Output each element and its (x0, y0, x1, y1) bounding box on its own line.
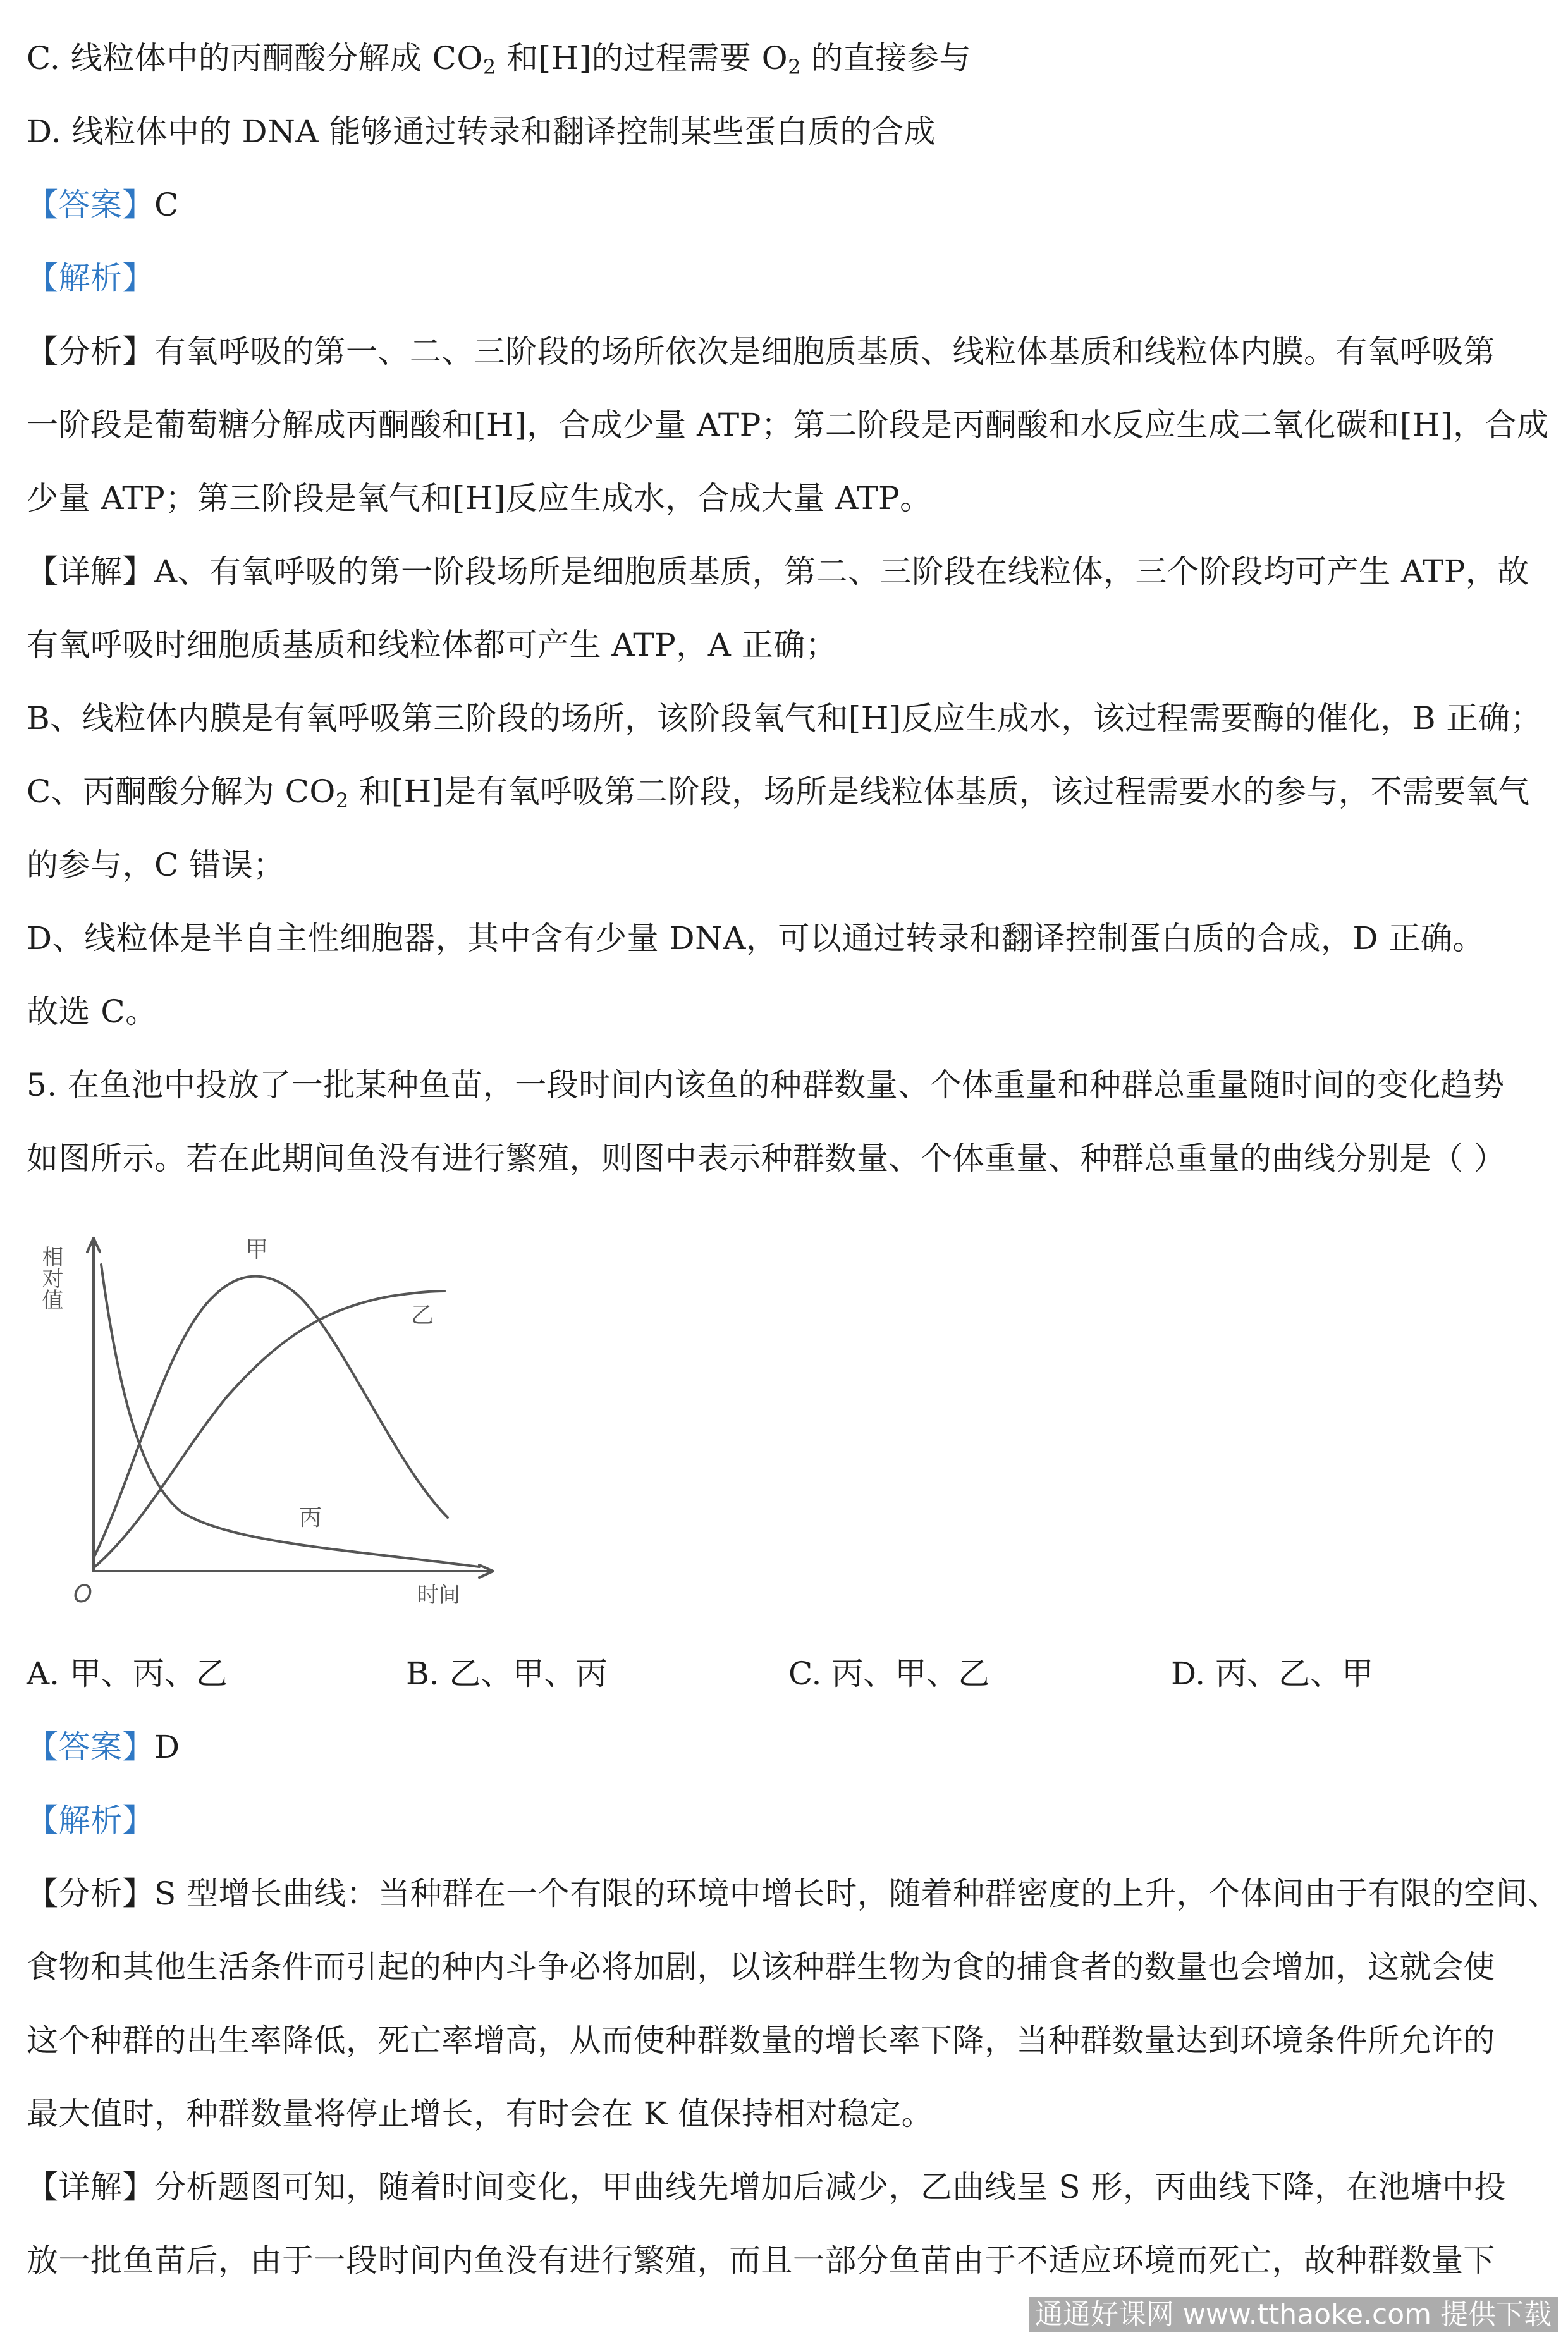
q5-figure (24, 1220, 505, 1612)
q4-answer: 【答案】C (27, 187, 179, 223)
q4-xiangjie-line-1: 【详解】A、有氧呼吸的第一阶段场所是细胞质基质，第二、三阶段在线粒体，三个阶段均可产生 ATP，故 (27, 553, 1529, 590)
curve-jia (95, 1277, 448, 1555)
q4-fenxi-line-3: 少量 ATP；第三阶段是氧气和[H]反应生成水，合成大量 ATP。 (27, 480, 932, 517)
q5-option-d: D. 丙、乙、甲 (1171, 1655, 1374, 1692)
q5-fenxi-line-4: 最大值时，种群数量将停止增长，有时会在 K 值保持相对稳定。 (27, 2095, 934, 2132)
answer-tag: 【答案】 (27, 187, 154, 223)
q5-stem-line-2: 如图所示。若在此期间鱼没有进行繁殖，则图中表示种群数量、个体重量、种群总重量的曲线分别是（ ） (27, 1140, 1506, 1177)
q5-option-c: C. 丙、甲、乙 (788, 1655, 990, 1692)
q4-fenxi-line-2: 一阶段是葡萄糖分解成丙酮酸和[H]，合成少量 ATP；第二阶段是丙酮酸和水反应生成二氧化碳和[H]，合成 (27, 407, 1549, 443)
q4-option-d: D. 线粒体中的 DNA 能够通过转录和翻译控制某些蛋白质的合成 (27, 113, 936, 150)
curve-bing-label: 丙 (299, 1505, 322, 1531)
q5-fenxi-line-1: 【分析】S 型增长曲线：当种群在一个有限的环境中增长时，随着种群密度的上升，个体间由于有限的空间、 (27, 1875, 1560, 1912)
q4-conclusion: 故选 C。 (27, 993, 157, 1030)
answer-tag: 【答案】 (27, 1729, 154, 1765)
q4-xiangjie-line-c: C、丙酮酸分解为 $CO_2$ 和[H]是有氧呼吸第二阶段，场所是线粒体基质，该过程需要水的参与，不需要氧气 (27, 773, 1530, 812)
q4-xiangjie-line-d: D、线粒体是半自主性细胞器，其中含有少量 DNA，可以通过转录和翻译控制蛋白质的合成，D 正确。 (27, 920, 1485, 957)
q5-fenxi-line-2: 食物和其他生活条件而引起的种内斗争必将加剧，以该种群生物为食的捕食者的数量也会增加，这就会使 (27, 1949, 1495, 1985)
q5-xiangjie-line-1: 【详解】分析题图可知，随着时间变化，甲曲线先增加后减少，乙曲线呈 S 形，丙曲线下降，在池塘中投 (27, 2169, 1507, 2205)
q4-analysis-heading: 【解析】 (27, 260, 154, 297)
q4-xiangjie-line-2: 有氧呼吸时细胞质基质和线粒体都可产生 ATP，A 正确； (27, 627, 838, 663)
q4-xiangjie-line-b: B、线粒体内膜是有氧呼吸第三阶段的场所，该阶段氧气和[H]反应生成水，该过程需要酶的催化，B 正确； (27, 700, 1542, 737)
x-axis-label: 时间 (417, 1583, 460, 1608)
q5-answer: 【答案】D (27, 1729, 180, 1765)
q4-xiangjie-line-c2: 的参与，C 错误； (27, 847, 285, 883)
q4-option-c: C. 线粒体中的丙酮酸分解成 $CO_2$ 和[H]的过程需要 $O_2$ 的直接参与 (27, 40, 971, 79)
q5-option-a: A. 甲、丙、乙 (27, 1655, 228, 1692)
q5-option-b: B. 乙、甲、丙 (406, 1655, 608, 1692)
curve-yi (95, 1291, 444, 1567)
q5-xiangjie-line-2: 放一批鱼苗后，由于一段时间内鱼没有进行繁殖，而且一部分鱼苗由于不适应环境而死亡，故种群数量下 (27, 2242, 1495, 2279)
q5-options (0, 1655, 1568, 1693)
q5-fenxi-line-3: 这个种群的出生率降低，死亡率增高，从而使种群数量的增长率下降，当种群数量达到环境条件所允许的 (27, 2022, 1495, 2059)
q5-stem-line-1: 5. 在鱼池中投放了一批某种鱼苗，一段时间内该鱼的种群数量、个体重量和种群总重量随时间的变化趋势 (27, 1067, 1505, 1103)
curve-yi-label: 乙 (411, 1302, 434, 1328)
q5-analysis-heading: 【解析】 (27, 1802, 154, 1839)
origin-label: O (73, 1580, 92, 1608)
q4-fenxi-line-1: 【分析】有氧呼吸的第一、二、三阶段的场所依次是细胞质基质、线粒体基质和线粒体内膜。有氧呼吸第 (27, 333, 1495, 370)
watermark: 通通好课网 www.tthaoke.com 提供下载 (1029, 2297, 1558, 2332)
y-axis-label: 相对值 (38, 1246, 63, 1310)
curve-jia-label: 甲 (245, 1237, 269, 1263)
